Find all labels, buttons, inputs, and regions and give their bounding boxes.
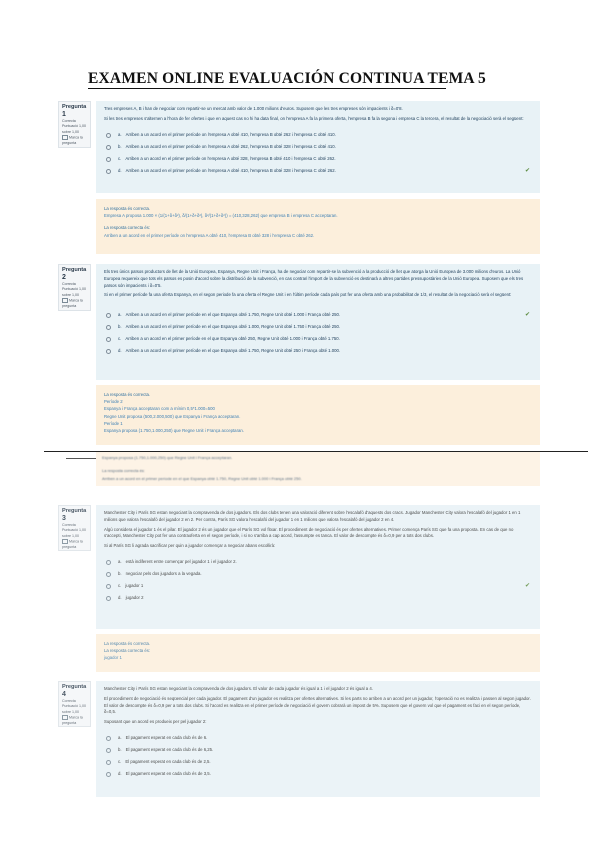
feedback-line: Espanya proposa (1.750,1.000,250) que Regne Unit i França acceptaran.: [104, 428, 244, 434]
question-state: Correcta: [62, 119, 76, 123]
answer-option-c[interactable]: c. El pagament esperat en cada club és de 2,5.: [104, 756, 532, 768]
question-text-1: [96, 101, 540, 193]
question-info-1: [58, 101, 91, 148]
answer-option-a[interactable]: a. Arriben a un acord en el primer període en el que Espanya obté 1.750, Regne Unit obté 1.000 i França obté 250. ✔: [104, 309, 532, 321]
question-score: Puntuació 1,00 sobre 1,00: [62, 124, 86, 134]
correct-answer-heading: La resposta correcta és:: [102, 468, 145, 474]
answer-option-b[interactable]: b. negociar pels dos jugadors a la vegada.: [104, 568, 532, 580]
radio-icon[interactable]: [106, 560, 111, 565]
radio-icon[interactable]: [106, 736, 111, 741]
feedback-line: Regne Unit proposa (500,2.000,500) que Espanya i França acceptaran.: [104, 413, 241, 419]
question-number: Pregunta 2: [62, 267, 87, 281]
check-icon: ✔: [524, 582, 530, 589]
feedback-heading: La resposta és correcta.: [104, 392, 151, 397]
question-text-3: [96, 505, 540, 629]
flag-icon: [62, 298, 68, 303]
question-paragraph: Algú considera el jugador 1 és el pilar. El jugador 2 és un jugador que el París SG vol fitxar. El procediment de negociació és per ofertes alternatives. Primer comença París SG que fa una proposta. En cas de que no s'accepti, Manchester City pot fer una contraoferta en el segon període, i si no s'arriba a cap acord, l'assumpte es tanca. El valor de descompte és δ=0,9 per a tots dos clubs.: [104, 526, 514, 539]
question-score: Puntuació 1,00 sobre 1,00: [62, 528, 86, 538]
answer-option-c[interactable]: c. Arriben a un acord en el primer període en el que Espanya obté 250, Regne Unit obté 1.000 i França obté 1.750.: [104, 333, 532, 345]
answer-list: [104, 309, 532, 357]
question-paragraph: Tres empreses A, B i han de negociar com repartir-se un mercat amb valor de 1.000 milions d'euros. Suposem que les tres empreses són impacients i δ=0'8.: [104, 106, 403, 111]
answer-option-b[interactable]: b. Arriben a un acord en el primer període on l'empresa A obté 262, l'empresa B obté 328 i l'empresa C obté 410.: [104, 141, 532, 153]
answer-list: [104, 732, 532, 780]
question-paragraph: Si en el primer període fa una oferta Espanya, en el segon periode fa una oferta el Regne Unit i en l'últim període cada país pot fer una oferta amb una probabilitat de 1/3, el resultat de la negociació serà el següent:: [104, 292, 512, 298]
question-paragraph: El procediment de negociació és seqüencial per cada jugador. El pagament d'un jugador es realitza per ofertes alternatives. Si les parts no arriben a un acord per un jugador, l'operació no es realitza i passen al segon jugador. El valor de descompte és δ=0,9 per a tots dos clubs. Si l'acord es realitza en el primer període de negociació el govern cobrarà un impost de 5%. Suposem que el govern vol que el pagament es faci en el segon període, δ=0,5.: [104, 695, 531, 715]
answer-option-a[interactable]: a. està indiferent entre començar pel jugador 1 i el jugador 2.: [104, 556, 532, 568]
answer-option-a[interactable]: a. Arriben a un acord en el primer període on l'empresa A obté 410, l'empresa B obté 262 i l'empresa C obté 410.: [104, 129, 532, 141]
flag-icon: [62, 135, 68, 140]
question-info-4: [58, 681, 91, 727]
correct-answer: jugador 1: [104, 655, 122, 661]
flag-question[interactable]: Marca la pregunta: [62, 539, 83, 550]
question-number: Pregunta 1: [62, 104, 87, 118]
question-text-4: [96, 681, 540, 797]
question-info-3: [58, 505, 91, 551]
question-state: Correcta: [62, 699, 76, 703]
question-score: Puntuació 1,00 sobre 1,00: [62, 287, 86, 297]
question-paragraph: Manchester City i París SG estan negociant la compravenda de dos jugadors. El valor de cada jugador és igual a 1 i el jugador 2 és igual a 4.: [104, 686, 373, 691]
feedback-line: Període 2: [104, 399, 123, 405]
answer-option-c[interactable]: c. Arriben a un acord en el primer període on l'empresa A obté 328, l'empresa B obté 410 i l'empresa C obté 262.: [104, 153, 532, 165]
flag-icon: [62, 539, 68, 544]
radio-icon[interactable]: [106, 145, 111, 150]
flag-question[interactable]: Marca la pregunta: [62, 135, 83, 146]
answer-list: [104, 129, 532, 177]
question-paragraph: Suposant que un acord es produeix per pel jugador 2:: [104, 719, 207, 725]
answer-option-d[interactable]: d. Arriben a un acord en el primer període on l'empresa A obté 410, l'empresa B obté 328 i l'empresa C obté 262. ✔: [104, 165, 532, 177]
correct-answer: Arriben a un acord en el primer període en el que Espanya obté 1.750, Regne Unit obté 1.000 i França obté 250.: [102, 475, 302, 481]
answer-option-d[interactable]: d. jugador 2: [104, 592, 532, 604]
question-paragraph: Manchester City i París SG estan negociant la compravenda de dos jugadors. Els dos clubs tenen una valoració diferent sobre l'escalafó d'aquests dos cracs. Jugador Manchester City valora l'escalafó del jugador 1 en 1 milions que valora l'escalafó del jugador 2 en 2. Per contra, París SG valora l'escalafó del jugador 1 en 1 milions que valora l'escalafó del jugador 2 en 4.: [104, 510, 521, 522]
question-paragraph: Si al París SG li agrada sacrificar per quin a jugador començar a negociar abans escollirà:: [104, 543, 276, 549]
radio-icon[interactable]: [106, 572, 111, 577]
question-number: Pregunta 4: [62, 684, 87, 698]
correct-answer-heading: La resposta correcta és:: [104, 648, 151, 654]
answer-list: [104, 556, 532, 604]
check-icon: ✔: [524, 312, 530, 319]
radio-icon[interactable]: [106, 584, 111, 589]
radio-icon[interactable]: [106, 169, 111, 174]
feedback-line: Espanya proposa (1.750,1.000,250) que Regne Unit i França acceptaran.: [102, 455, 233, 460]
feedback-line: Període 1: [104, 420, 123, 426]
question-paragraph: Els tres únics països productors de llet de la Unió Europea, Espanya, Regne Unit i França, ha de negociar com repartir-se la subvenció a la producció de llet que atorga la Unió Europea de 3.000 milions d'euros. La Unió Europea requereix que tots els països es posin d'acord sobre la distribució de la subvenció, en cas contrari l'import de la subvenció es destinarà a altres partides pressupostàries de la Unió Europea. Suposem que els tres països són impacients i δ=0'5.: [104, 269, 524, 288]
feedback-heading: La resposta és correcta.: [104, 206, 151, 211]
correct-answer: Arriben a un acord en el primer període on l'empresa A obté 410, l'empresa B obté 328 i l'empresa C obté 262.: [104, 232, 315, 238]
feedback-box-1: [96, 199, 540, 254]
feedback-box-2: [96, 385, 540, 445]
check-icon: ✔: [524, 167, 530, 174]
question-number: Pregunta 3: [62, 508, 87, 522]
question-text-2: [96, 264, 540, 380]
question-score: Puntuació 1,00 sobre 1,00: [62, 704, 86, 714]
answer-option-a[interactable]: a. El pagament esperat en cada club és de 6.: [104, 732, 532, 744]
radio-icon[interactable]: [106, 157, 111, 162]
correct-answer-heading: La resposta correcta és:: [104, 225, 151, 231]
page-title: EXAMEN ONLINE EVALUACIÓN CONTINUA TEMA 5: [88, 70, 486, 87]
radio-icon[interactable]: [106, 772, 111, 777]
flag-question[interactable]: Marca la pregunta: [62, 715, 83, 726]
answer-option-c[interactable]: c. jugador 1 ✔: [104, 580, 532, 592]
feedback-line: Espanya i França acceptaran com a mínim 0,5*1.000=500: [104, 406, 215, 412]
overlapping-feedback: [96, 452, 540, 486]
answer-option-b[interactable]: b. Arriben a un acord en el primer període en el que Espanya obté 1.000, Regne Unit obté 1.750 i França obté 250.: [104, 321, 532, 333]
question-state: Correcta: [62, 523, 76, 527]
title-underline: [88, 88, 446, 89]
answer-option-b[interactable]: b. El pagament esperat en cada club és de 6,25.: [104, 744, 532, 756]
radio-icon[interactable]: [106, 748, 111, 753]
question-state: Correcta: [62, 282, 76, 286]
radio-icon[interactable]: [106, 760, 111, 765]
radio-icon[interactable]: [106, 349, 111, 354]
radio-icon[interactable]: [106, 325, 111, 330]
feedback-heading: La resposta és correcta.: [104, 641, 151, 646]
flag-icon: [62, 715, 68, 720]
answer-option-d[interactable]: d. El pagament esperat en cada club és de 3,5.: [104, 768, 532, 780]
flag-question[interactable]: Marca la pregunta: [62, 298, 83, 309]
feedback-line: Empresa A proposa 1.000 × (1/(1+δ+δ²), δ/(1+δ+δ²), δ²/(1+δ+δ²)) = (410,328,262) que empresa B i empresa C acceptaran.: [104, 213, 338, 219]
question-paragraph: Si les tres empreses s'alternen a l'hora de fer ofertes i que en aquest cas no hi ha data final, on l'empresa A fa la primera oferta, l'empresa B fa la segona i empresa C la tercera, el resultat de la negociació serà el següent:: [104, 115, 524, 121]
radio-icon[interactable]: [106, 596, 111, 601]
radio-icon[interactable]: [106, 133, 111, 138]
radio-icon[interactable]: [106, 337, 111, 342]
answer-option-d[interactable]: d. Arriben a un acord en el primer període en el que Espanya obté 1.750, Regne Unit obté 250 i França obté 1.000.: [104, 345, 532, 357]
feedback-box-3: [96, 634, 540, 672]
radio-icon[interactable]: [106, 313, 111, 318]
question-info-2: [58, 264, 91, 311]
